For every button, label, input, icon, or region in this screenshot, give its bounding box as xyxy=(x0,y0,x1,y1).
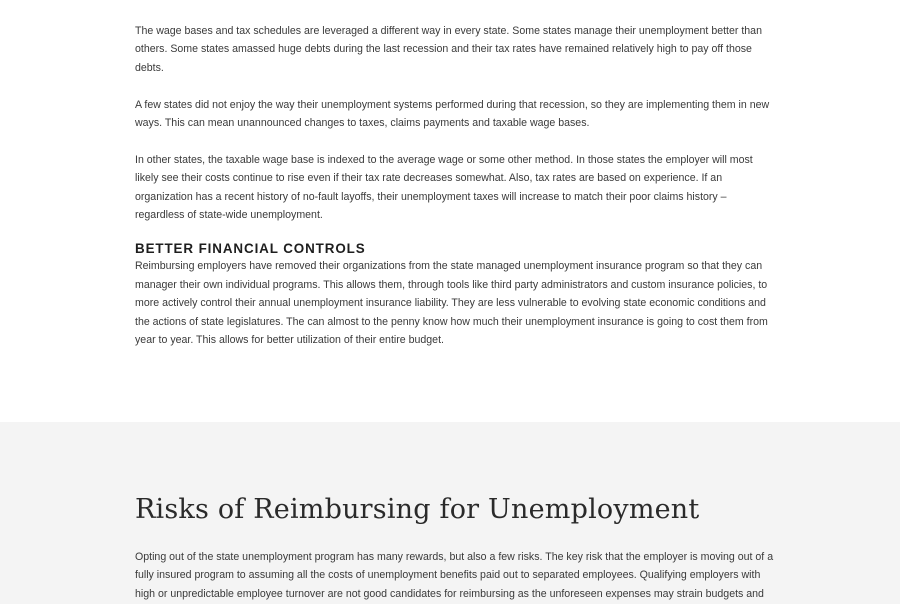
paragraph-wage-bases: The wage bases and tax schedules are leveraged a different way in every state. Some states manage their unemployment better than others. Some states amassed huge debts during the last recession and their tax rates have remained relatively high to pay off those debts. xyxy=(135,25,762,74)
paragraph-risks: Opting out of the state unemployment program has many rewards, but also a few risks. The key risk that the employer is moving out of a fully insured program to assuming all the costs of unemployment benefits paid out to separated employees. Qualifying employers with high or unpredictable employee turnover are not good candidates for reimbursing as the unforeseen expenses may strain budgets and xyxy=(135,551,774,600)
subheading-better-financial-controls: BETTER FINANCIAL CONTROLS xyxy=(135,241,366,257)
paragraph-few-states: A few states did not enjoy the way their unemployment systems performed during that recession, so they are implementing them in new ways. This can mean unannounced changes to taxes, claims payments and taxable wage bases. xyxy=(135,98,770,130)
risks-heading: Risks of Reimbursing for Unemployment xyxy=(135,494,700,525)
article-body xyxy=(135,22,775,349)
risks-body xyxy=(135,492,775,603)
risks-section xyxy=(0,422,900,604)
paragraph-other-states: In other states, the taxable wage base is indexed to the average wage or some other method. In those states the employer will most likely see their costs continue to rise even if their tax rate decreases somewhat. Also, tax rates are based on experience. If an organization has a recent history of no-fault layoffs, their unemployment taxes will increase to match their poor claims history – regardless of state-wide unemployment. xyxy=(135,153,753,222)
paragraph-financial-controls: Reimbursing employers have removed their organizations from the state managed unemployment insurance program so that they can manager their own individual programs. This allows them, through tools like third party administrators and custom insurance policies, to more actively control their annual unemployment insurance liability. They are less vulnerable to evolving state economic conditions and the actions of state legislatures. The can almost to the penny know how much their unemployment insurance is going to cost them from year to year. This allows for better utilization of their entire budget. xyxy=(135,260,768,347)
